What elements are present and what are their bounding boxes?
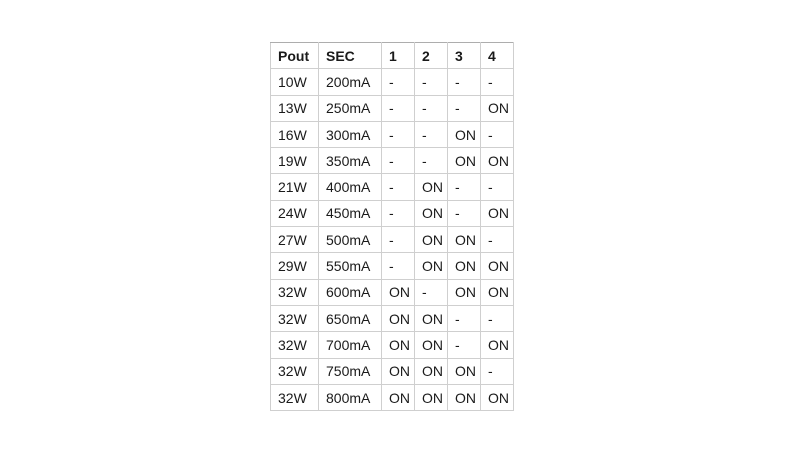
switch-2-state-cell: ON xyxy=(415,358,448,384)
switch-4-state-cell: - xyxy=(481,305,514,331)
switch-1-state-cell: ON xyxy=(382,384,415,410)
switch-2-state-cell: ON xyxy=(415,384,448,410)
switch-4-state-cell: ON xyxy=(481,148,514,174)
switch-4-state-cell: - xyxy=(481,227,514,253)
table-row xyxy=(271,69,514,95)
sec-current-cell: 500mA xyxy=(319,227,382,253)
switch-4-state-cell: ON xyxy=(481,384,514,410)
switch-3-state-cell: ON xyxy=(448,253,481,279)
switch-2-state-cell: - xyxy=(415,279,448,305)
column-header-pout: Pout xyxy=(271,43,319,69)
column-header-2: 2 xyxy=(415,43,448,69)
sec-current-cell: 250mA xyxy=(319,95,382,121)
sec-current-cell: 200mA xyxy=(319,69,382,95)
table-row xyxy=(271,384,514,410)
column-header-1: 1 xyxy=(382,43,415,69)
pout-cell: 32W xyxy=(271,358,319,384)
switch-3-state-cell: ON xyxy=(448,279,481,305)
switch-1-state-cell: ON xyxy=(382,358,415,384)
switch-1-state-cell: - xyxy=(382,174,415,200)
table-body xyxy=(271,69,514,411)
sec-current-cell: 550mA xyxy=(319,253,382,279)
sec-current-cell: 400mA xyxy=(319,174,382,200)
pout-cell: 32W xyxy=(271,384,319,410)
table-row xyxy=(271,279,514,305)
switch-1-state-cell: - xyxy=(382,200,415,226)
switch-2-state-cell: ON xyxy=(415,305,448,331)
pout-cell: 21W xyxy=(271,174,319,200)
switch-3-state-cell: - xyxy=(448,69,481,95)
sec-current-cell: 800mA xyxy=(319,384,382,410)
sec-current-cell: 650mA xyxy=(319,305,382,331)
switch-2-state-cell: ON xyxy=(415,332,448,358)
sec-current-cell: 350mA xyxy=(319,148,382,174)
table-row xyxy=(271,95,514,121)
sec-current-cell: 750mA xyxy=(319,358,382,384)
switch-3-state-cell: ON xyxy=(448,148,481,174)
switch-3-state-cell: ON xyxy=(448,384,481,410)
switch-2-state-cell: - xyxy=(415,95,448,121)
switch-4-state-cell: - xyxy=(481,174,514,200)
switch-1-state-cell: ON xyxy=(382,332,415,358)
switch-1-state-cell: - xyxy=(382,227,415,253)
pout-cell: 13W xyxy=(271,95,319,121)
pout-cell: 27W xyxy=(271,227,319,253)
switch-3-state-cell: ON xyxy=(448,358,481,384)
dip-switch-settings-table xyxy=(270,42,514,411)
header-row xyxy=(271,43,514,69)
switch-4-state-cell: ON xyxy=(481,95,514,121)
switch-1-state-cell: - xyxy=(382,95,415,121)
table-header xyxy=(271,43,514,69)
switch-4-state-cell: - xyxy=(481,69,514,95)
switch-2-state-cell: ON xyxy=(415,174,448,200)
sec-current-cell: 600mA xyxy=(319,279,382,305)
pout-cell: 32W xyxy=(271,332,319,358)
switch-3-state-cell: - xyxy=(448,305,481,331)
switch-4-state-cell: ON xyxy=(481,253,514,279)
pout-cell: 16W xyxy=(271,121,319,147)
table-row xyxy=(271,332,514,358)
switch-3-state-cell: - xyxy=(448,174,481,200)
table-row xyxy=(271,200,514,226)
pout-cell: 10W xyxy=(271,69,319,95)
switch-4-state-cell: - xyxy=(481,121,514,147)
switch-1-state-cell: - xyxy=(382,148,415,174)
pout-cell: 24W xyxy=(271,200,319,226)
switch-2-state-cell: ON xyxy=(415,253,448,279)
switch-2-state-cell: - xyxy=(415,121,448,147)
table-row xyxy=(271,253,514,279)
switch-3-state-cell: - xyxy=(448,95,481,121)
switch-1-state-cell: - xyxy=(382,121,415,147)
table-row xyxy=(271,121,514,147)
switch-2-state-cell: - xyxy=(415,148,448,174)
pout-cell: 19W xyxy=(271,148,319,174)
switch-4-state-cell: ON xyxy=(481,200,514,226)
switch-2-state-cell: ON xyxy=(415,200,448,226)
column-header-sec: SEC xyxy=(319,43,382,69)
switch-3-state-cell: ON xyxy=(448,121,481,147)
sec-current-cell: 700mA xyxy=(319,332,382,358)
switch-3-state-cell: - xyxy=(448,200,481,226)
column-header-4: 4 xyxy=(481,43,514,69)
pout-cell: 32W xyxy=(271,305,319,331)
switch-1-state-cell: ON xyxy=(382,305,415,331)
switch-1-state-cell: - xyxy=(382,253,415,279)
column-header-3: 3 xyxy=(448,43,481,69)
switch-4-state-cell: ON xyxy=(481,332,514,358)
sec-current-cell: 300mA xyxy=(319,121,382,147)
switch-3-state-cell: ON xyxy=(448,227,481,253)
switch-2-state-cell: - xyxy=(415,69,448,95)
table-row xyxy=(271,148,514,174)
table-row xyxy=(271,358,514,384)
switch-4-state-cell: ON xyxy=(481,279,514,305)
switch-1-state-cell: - xyxy=(382,69,415,95)
table-row xyxy=(271,174,514,200)
pout-cell: 29W xyxy=(271,253,319,279)
table-row xyxy=(271,305,514,331)
switch-3-state-cell: - xyxy=(448,332,481,358)
switch-1-state-cell: ON xyxy=(382,279,415,305)
pout-cell: 32W xyxy=(271,279,319,305)
sec-current-cell: 450mA xyxy=(319,200,382,226)
switch-2-state-cell: ON xyxy=(415,227,448,253)
switch-4-state-cell: - xyxy=(481,358,514,384)
table-row xyxy=(271,227,514,253)
